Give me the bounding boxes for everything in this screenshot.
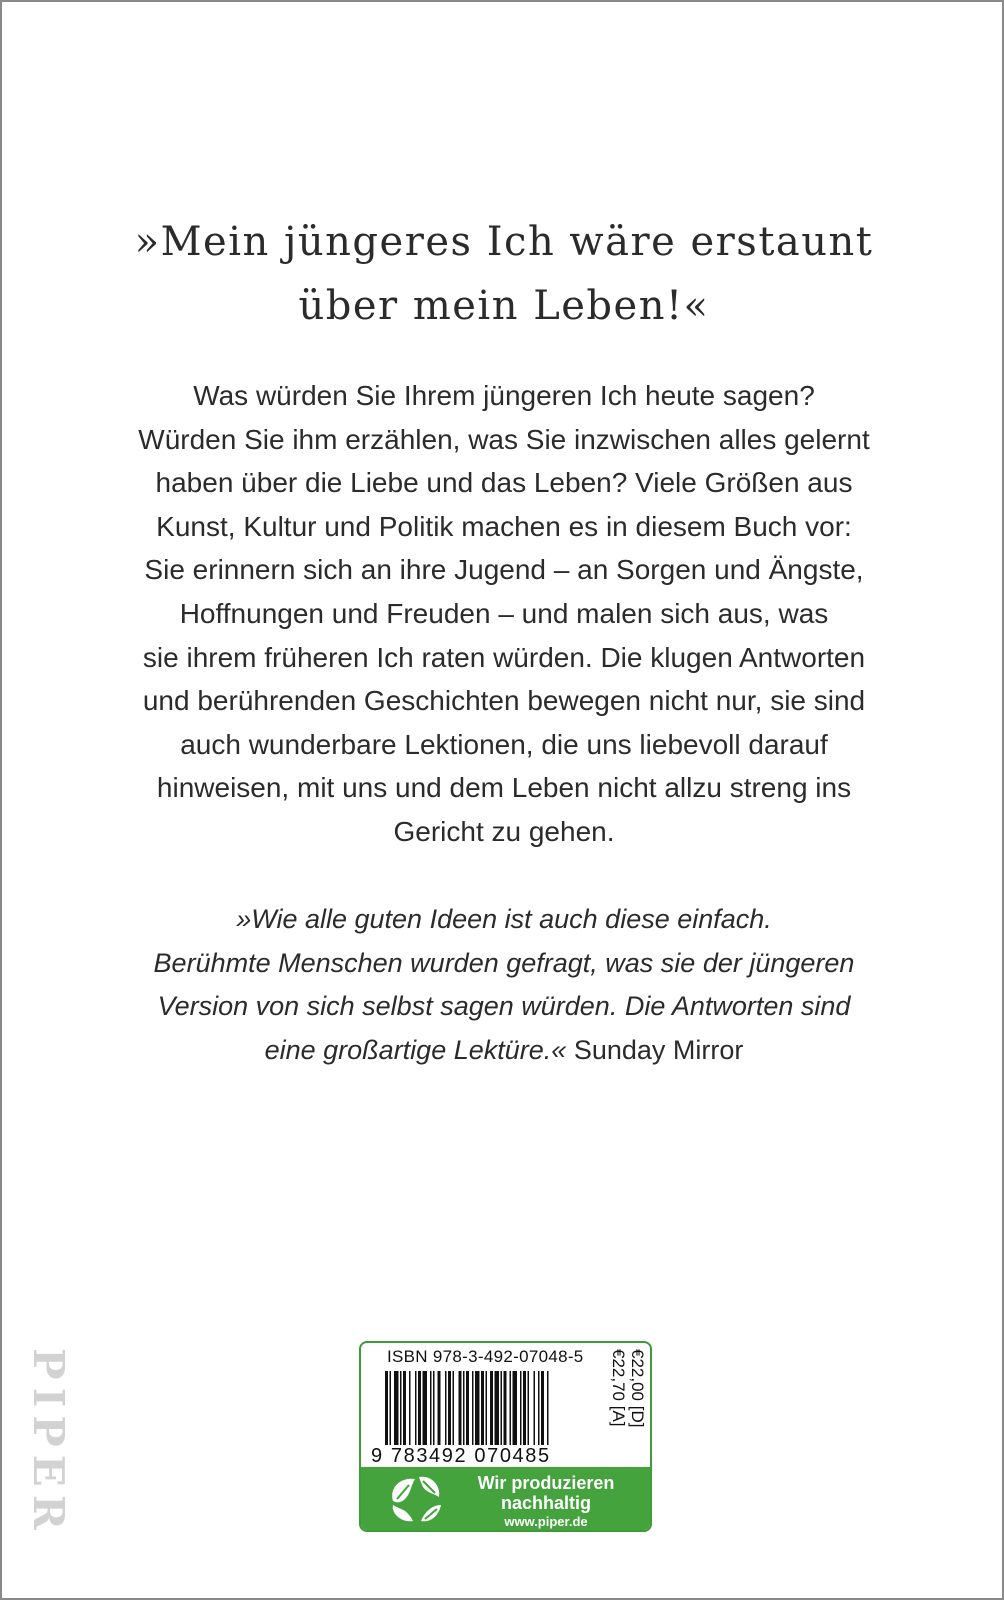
publisher-website: www.piper.de xyxy=(504,1514,588,1529)
blurb-line: Sie erinnern sich an ihre Jugend – an Sorgen und Ängste, xyxy=(144,554,864,586)
barcode-bar xyxy=(481,1371,484,1445)
blurb-line: Hoffnungen und Freuden – und malen sich aus, was xyxy=(179,597,829,629)
review-line xyxy=(102,942,906,986)
barcode-bar xyxy=(513,1371,518,1445)
review-text: »Wie alle guten Ideen ist auch diese einfach. xyxy=(236,904,772,934)
barcode-bar xyxy=(409,1371,411,1445)
review-text: Version von sich selbst sagen würden. Die Antworten sind xyxy=(157,991,851,1021)
barcode-bar xyxy=(390,1371,392,1455)
price-austria: €22,70 [A] xyxy=(609,1349,628,1427)
review-text: Berühmte Menschen wurden gefragt, was sie der jüngeren xyxy=(153,947,855,978)
barcode-bar xyxy=(403,1371,406,1445)
isbn-number: ISBN 978-3-492-07048-5 xyxy=(387,1347,584,1366)
barcode-bar xyxy=(385,1371,388,1455)
headline-line: über mein Leben!« xyxy=(298,283,710,329)
barcode-bar xyxy=(501,1371,503,1445)
sustainability-badge xyxy=(361,1467,650,1530)
barcode-bar xyxy=(520,1371,522,1445)
barcode-bar xyxy=(523,1371,526,1445)
sustainability-text xyxy=(461,1473,631,1530)
barcode-bar xyxy=(430,1371,432,1445)
headline-quote xyxy=(2,210,1004,338)
publisher-logo: PIPER xyxy=(24,1348,73,1538)
barcode-bar xyxy=(453,1371,455,1445)
barcode-bar xyxy=(423,1371,428,1445)
review-line xyxy=(102,1029,906,1073)
isbn-barcode-label xyxy=(359,1341,652,1532)
barcode-bar xyxy=(463,1371,465,1445)
barcode-icon xyxy=(381,1371,595,1455)
barcode-bar xyxy=(475,1371,480,1445)
blurb-text xyxy=(102,374,906,854)
price-label xyxy=(609,1349,647,1459)
barcode-bar xyxy=(547,1371,549,1455)
recycle-leaf-icon xyxy=(385,1471,447,1527)
price-germany: €22,00 [D] xyxy=(628,1349,647,1428)
review-source: Sunday Mirror xyxy=(573,1034,744,1065)
sustainability-line: Wir produzieren xyxy=(477,1473,615,1493)
barcode-bar xyxy=(400,1371,402,1445)
barcode-digits: 9 783492 070485 xyxy=(371,1445,551,1467)
barcode-bar xyxy=(510,1371,512,1445)
headline-line: »Mein jüngeres Ich wäre erstaunt xyxy=(134,219,874,265)
barcode-bar xyxy=(415,1371,417,1445)
barcode-bar xyxy=(438,1371,441,1445)
barcode-bar xyxy=(433,1371,435,1445)
barcode-bar xyxy=(486,1371,488,1445)
blurb-line: sie ihrem früheren Ich raten würden. Die klugen Antworten xyxy=(142,641,866,673)
sustainability-line: nachhaltig xyxy=(500,1493,591,1513)
barcode-bar xyxy=(394,1371,399,1445)
barcode-bar xyxy=(495,1371,500,1445)
blurb-line: auch wunderbare Lektionen, die uns liebevoll darauf xyxy=(180,728,828,760)
review-line xyxy=(102,898,906,942)
barcode-bar xyxy=(534,1371,536,1445)
barcode-bar xyxy=(466,1371,469,1455)
barcode-bar xyxy=(490,1371,493,1445)
review-line xyxy=(102,985,906,1029)
barcode-bar xyxy=(504,1371,507,1445)
blurb-line: hinweisen, mit uns und dem Leben nicht allzu streng ins xyxy=(156,772,852,804)
barcode-bar xyxy=(541,1371,544,1445)
blurb-line: Was würden Sie Ihrem jüngeren Ich heute sagen? xyxy=(193,380,815,411)
review-quote xyxy=(102,898,906,1072)
blurb-line: Gericht zu gehen. xyxy=(393,815,615,847)
blurb-line: haben über die Liebe und das Leben? Viele Größen aus xyxy=(155,467,853,499)
review-text: eine großartige Lektüre.« xyxy=(264,1034,567,1065)
barcode-bar xyxy=(528,1371,530,1445)
blurb-line: Würden Sie ihm erzählen, was Sie inzwischen alles gelernt xyxy=(138,423,870,455)
blurb-line: Kunst, Kultur und Politik machen es in diesem Buch vor: xyxy=(156,510,852,542)
barcode-bar xyxy=(538,1371,540,1445)
barcode-bar xyxy=(448,1371,451,1445)
blurb-line: und berührenden Geschichten bewegen nicht nur, sie sind xyxy=(142,685,866,717)
barcode-bar xyxy=(445,1371,447,1445)
barcode-bar xyxy=(459,1371,462,1445)
barcode-bar xyxy=(418,1371,421,1445)
barcode-bar xyxy=(472,1371,474,1445)
